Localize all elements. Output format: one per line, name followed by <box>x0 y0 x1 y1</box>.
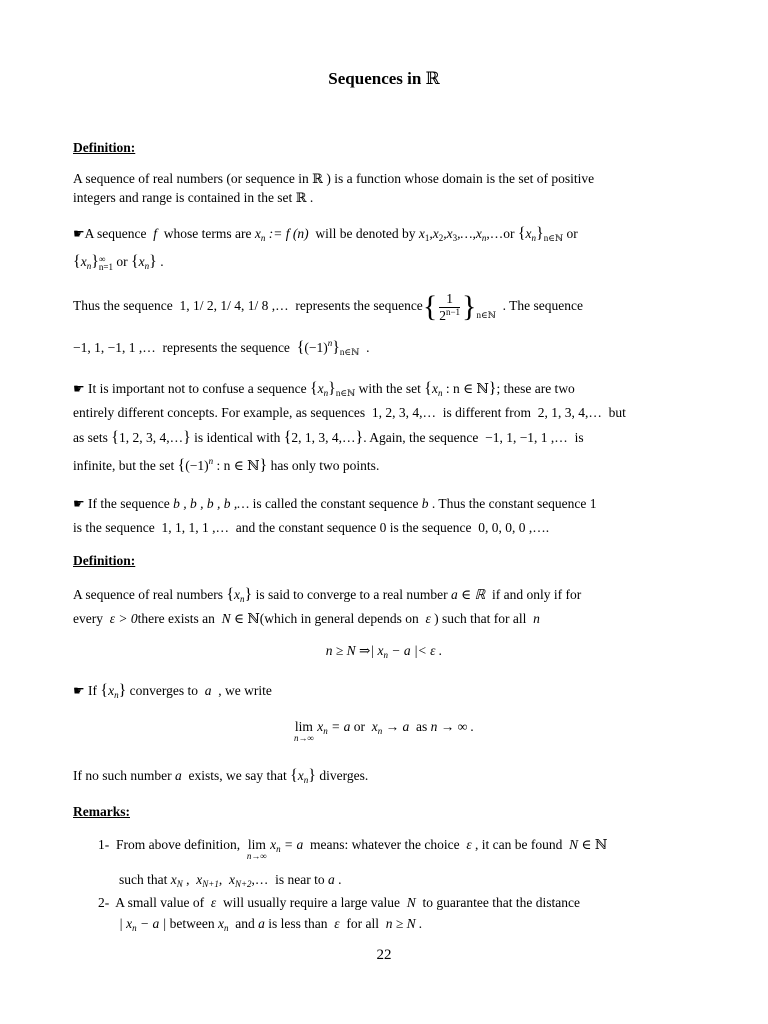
notation-line-1: ☛A sequence f whose terms are $x_n$ := f (n) will be denoted by $x_1,x_2,x_3,\dots,x_n,\dots or$ $\{x_n\}_{n\in ℕ}$ or <box>73 225 578 243</box>
pointing-hand-icon: ☛ <box>73 683 85 698</box>
remark-2-line-1: 2- A small value of ε will usually require a large value N to guarantee that the distance <box>98 895 580 910</box>
definition-heading-1: Definition: <box>73 140 136 155</box>
constant-sequence-line-1: ☛ If the sequence b , b , b , b ,… is called the constant sequence b . Thus the constant sequence 1 <box>73 496 597 511</box>
pointing-hand-icon: ☛ <box>73 381 85 396</box>
page-number: 22 <box>376 947 392 963</box>
divergence-line: If no such number a exists, we say that $\{x_n\}$ diverges. <box>73 767 369 785</box>
limit-notation-intro: ☛ If $\{x_n\}$ converges to a , we write <box>73 682 272 700</box>
definition-1-line-2: integers and range is contained in the set ℝ . <box>73 190 314 206</box>
pointing-hand-icon: ☛ <box>73 496 85 511</box>
pointing-hand-icon: ☛ <box>73 226 85 241</box>
sequence-vs-set-line-4: infinite, but the set {$(-1)^n$ : n ∈ ℕ} has only two points. <box>73 456 380 474</box>
sequence-vs-set-line-3: as sets {1, 2, 3, 4,…} is identical with {2, 1, 3, 4,…}. Again, the sequence −1, 1, −1, 1 ,… is <box>73 429 584 446</box>
definition-1-line-1: A sequence of real numbers (or sequence in ℝ ) is a function whose domain is the set of positive <box>73 171 595 187</box>
fraction: $\frac{1}{2^{n-1}}$ <box>439 291 461 323</box>
remark-1-line-2: such that $x_N$ , $x_{N+1}$, $x_{N+2},\dots$ is near to a . <box>119 872 342 889</box>
convergence-line-1: A sequence of real numbers $\{x_n\}$ is said to converge to a real number a ∈ ℝ if and only if for <box>73 586 582 604</box>
convergence-line-2: every ε > 0there exists an N ∈ ℕ(which in general depends on ε ) such that for all n <box>73 611 540 626</box>
page-title: Sequences in ℝ <box>328 69 440 89</box>
alternating-sequence-line: −1, 1, −1, 1 ,… represents the sequence $\{(-1)^n\}_{n\in ℕ}$ . <box>73 338 370 357</box>
remark-1-line-1: 1- From above definition, lim n→∞ $x_n = a$ means: whatever the choice ε , it can be found N ∈ ℕ <box>98 837 608 861</box>
definition-heading-2: Definition: <box>73 553 136 568</box>
limit-formula: lim n→∞ $x_n = a$ or $x_n \to a$ as n → ∞ . <box>293 719 475 743</box>
sequence-vs-set-line-1: ☛ It is important not to confuse a sequence $\{x_n\}_{n\in ℕ}$ with the set {$x_n$ : n ∈ ℕ}; these are two <box>73 380 575 398</box>
remarks-heading: Remarks: <box>73 804 130 819</box>
notation-line-2: $\{x_n\}$ ∞ n=1 or $\{x_n\}$ . <box>73 253 164 272</box>
convergence-formula: n ≥ N ⇒| $x_n - a$ |< ε . <box>325 643 443 660</box>
sequence-vs-set-line-2: entirely different concepts. For example, as sequences 1, 2, 3, 4,… is different from 2, 1, 3, 4,… but <box>73 405 626 420</box>
example-sequence-line: Thus the sequence 1, 1/ 2, 1/ 4, 1/ 8 ,… represents the sequence{ $\frac{1}{2^{n-1}}$ }$_{n\in ℕ}$ . The sequence <box>73 290 583 323</box>
constant-sequence-line-2: is the sequence 1, 1, 1, 1 ,… and the constant sequence 0 is the sequence 0, 0, 0, 0 ,…. <box>73 520 550 535</box>
remark-2-line-2: | $x_n - a$ | between $x_n$ and a is less than ε for all n ≥ N . <box>119 916 423 933</box>
